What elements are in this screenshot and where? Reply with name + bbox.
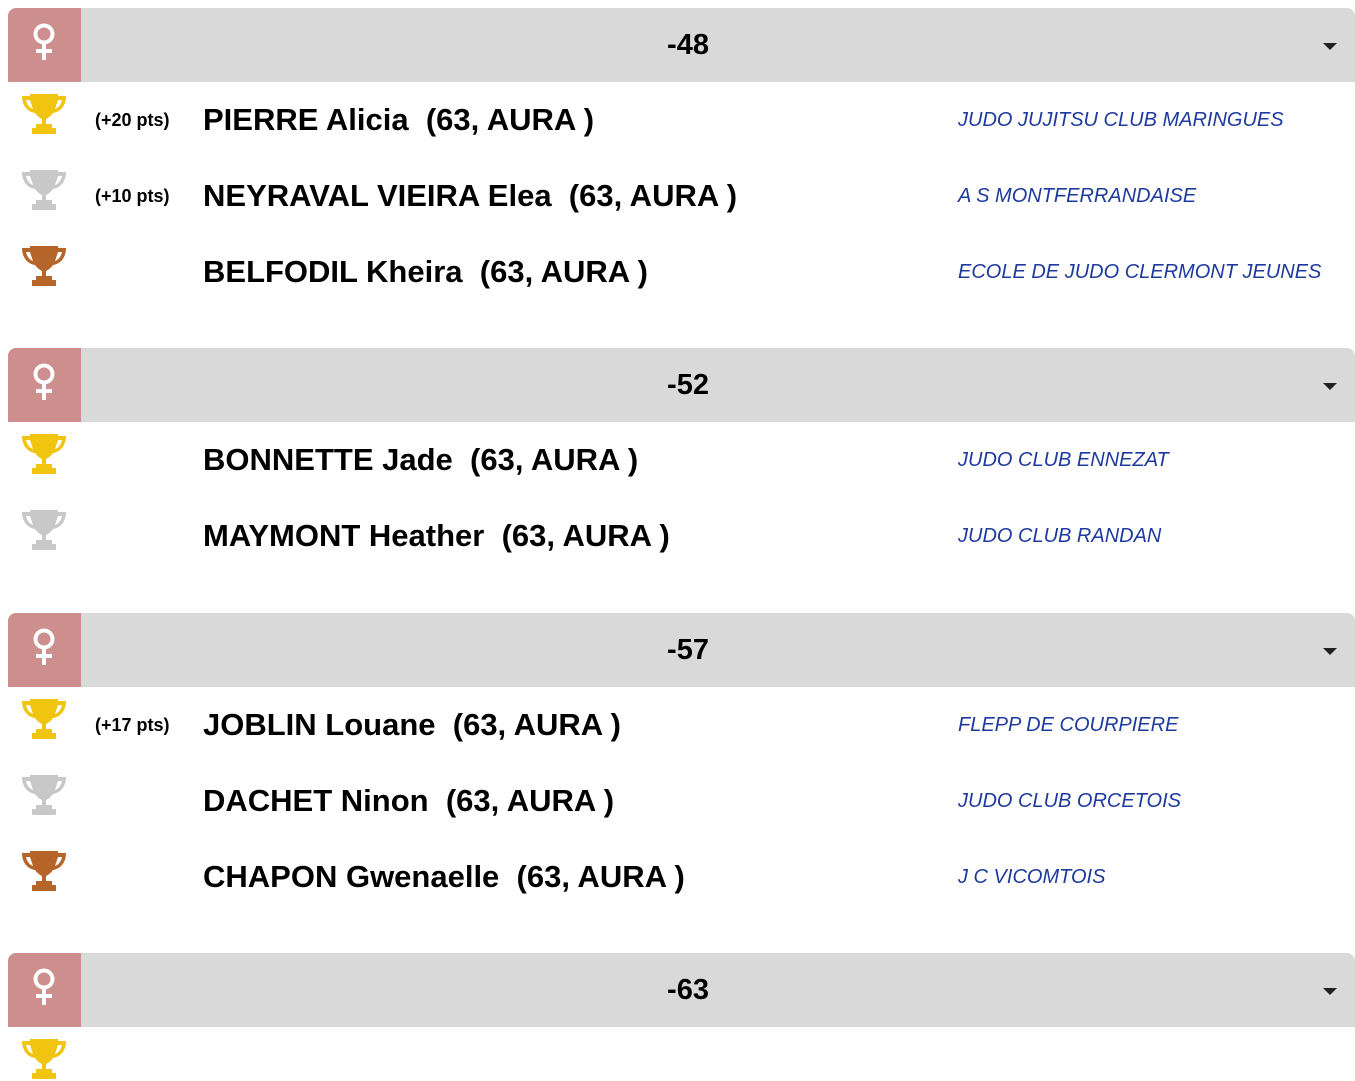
result-row	[8, 687, 1355, 763]
bronze-trophy-icon	[20, 849, 68, 893]
weight-category	[8, 613, 1355, 915]
result-row	[8, 498, 1355, 574]
athlete-name	[203, 158, 737, 234]
club-link[interactable]: JUDO CLUB RANDAN	[958, 525, 1162, 547]
athlete-full-name: BELFODIL Kheira	[203, 254, 463, 289]
athlete-details: (63, AURA )	[470, 442, 639, 477]
result-row	[8, 422, 1355, 498]
athlete-full-name: JOBLIN Louane	[203, 707, 436, 742]
athlete-details: (63, AURA )	[425, 102, 595, 137]
bronze-trophy-icon	[20, 244, 68, 288]
athlete-details: (63, AURA )	[516, 859, 685, 894]
weight-category	[8, 348, 1355, 574]
club-link[interactable]: FLEPP DE COURPIERE	[958, 714, 1179, 736]
result-row	[8, 839, 1355, 915]
caret-down-icon[interactable]	[1323, 383, 1337, 390]
category-header[interactable]	[8, 953, 1355, 1027]
result-row	[8, 763, 1355, 839]
club-link[interactable]: JUDO JUJITSU CLUB MARINGUES	[958, 109, 1284, 131]
athlete-details: (63, AURA )	[452, 707, 621, 742]
silver-trophy-icon	[20, 168, 68, 212]
club-link[interactable]: J C VICOMTOIS	[958, 866, 1106, 888]
caret-down-icon[interactable]	[1323, 648, 1337, 655]
category-title: -57	[667, 634, 709, 666]
athlete-details: (63, AURA )	[568, 178, 738, 213]
category-title: -52	[667, 369, 709, 401]
club-link[interactable]: ECOLE DE JUDO CLERMONT JEUNES	[958, 261, 1322, 283]
athlete-name	[203, 234, 648, 310]
points-label: (+20 pts)	[95, 110, 170, 130]
athlete-name	[203, 763, 614, 839]
athlete-details: (63, AURA )	[445, 783, 615, 818]
caret-down-icon[interactable]	[1323, 988, 1337, 995]
category-header[interactable]	[8, 613, 1355, 687]
silver-trophy-icon	[20, 508, 68, 552]
athlete-full-name: NEYRAVAL VIEIRA Elea	[203, 178, 552, 213]
athlete-name	[203, 422, 638, 498]
athlete-name	[203, 82, 594, 158]
athlete-name	[203, 839, 685, 915]
category-header[interactable]	[8, 8, 1355, 82]
weight-category	[8, 8, 1355, 310]
gender-badge	[8, 953, 81, 1027]
athlete-full-name: DACHET Ninon	[203, 783, 429, 818]
points-label: (+10 pts)	[95, 186, 170, 206]
category-title: -63	[667, 974, 709, 1006]
gender-badge	[8, 8, 81, 82]
athlete-details: (63, AURA )	[501, 518, 670, 553]
points-label: (+17 pts)	[95, 715, 170, 735]
gold-trophy-icon	[20, 92, 68, 136]
gold-trophy-icon	[20, 432, 68, 476]
result-row	[8, 82, 1355, 158]
athlete-details: (63, AURA )	[479, 254, 648, 289]
athlete-name	[203, 687, 621, 763]
athlete-full-name: BONNETTE Jade	[203, 442, 453, 477]
weight-category	[8, 953, 1355, 1081]
result-row	[8, 1027, 1355, 1081]
caret-down-icon[interactable]	[1323, 43, 1337, 50]
athlete-full-name: PIERRE Alicia	[203, 102, 409, 137]
silver-trophy-icon	[20, 773, 68, 817]
club-link[interactable]: A S MONTFERRANDAISE	[958, 185, 1197, 207]
result-row	[8, 234, 1355, 310]
category-header[interactable]	[8, 348, 1355, 422]
club-link[interactable]: JUDO CLUB ENNEZAT	[958, 449, 1169, 471]
gold-trophy-icon	[20, 1037, 68, 1081]
gender-badge	[8, 613, 81, 687]
category-title: -48	[667, 29, 709, 61]
athlete-full-name: CHAPON Gwenaelle	[203, 859, 500, 894]
gender-badge	[8, 348, 81, 422]
gold-trophy-icon	[20, 697, 68, 741]
athlete-name	[203, 498, 670, 574]
result-row	[8, 158, 1355, 234]
athlete-full-name: MAYMONT Heather	[203, 518, 485, 553]
club-link[interactable]: JUDO CLUB ORCETOIS	[958, 790, 1181, 812]
